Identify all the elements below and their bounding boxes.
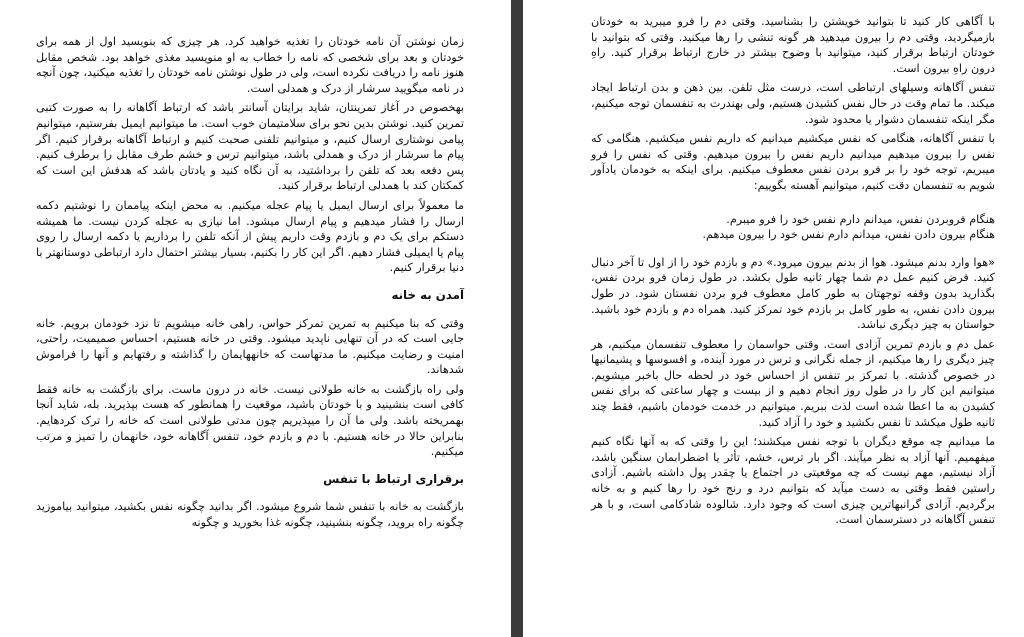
left-page [0, 0, 511, 637]
paragraph: با تنفس آگاهانه، هنگامی که نفس میکشیم میدانیم که داریم نفس میکشیم. هنگامی که نفس را بیرون میدهیم میدانیم داریم نفس را بیرون میدهیم. وقتی که نفس را فرو میبریم، توجه خود را بر فرو بردن نفس معطوف میکنیم. برای اینکه به خودمان یادآور شویم به تنفسمان دقت کنیم، میتوانیم آهسته بگوییم: [591, 132, 995, 192]
paragraph: وقتی که بنا میکنیم به تمرین تمرکز حواس، راهی خانه میشویم تا نزد خودمان برویم. خانه جایی است که در آن تنهایی ناپدید میشود. وقتی در خانه هستیم، احساس صمیمیت، راحتی، امنیت و رضایت میکنیم. ما مدتهاست که خانههایمان را گذاشته و رفتهایم و آنها را فراموش شدهاند. [36, 316, 464, 377]
left-page-text [36, 34, 464, 535]
mantra-line: هنگام بیرون دادن نفس، میدانم دارم نفس خود را بیرون میدهم. [702, 228, 995, 242]
paragraph: ما میدانیم چه موقع دیگران با توجه نفس میکشند؛ این را وقتی که به آنها نگاه کنیم میفهمیم. آنها آزاد به نظر میآیند. اگر بار ترس، خشم، تأثر یا اضطرابمان سنگین باشد، آزاد نیستیم، مهم نیست که چه موقعیتی در اجتماع یا چقدر پول داشته باشیم. آزادی راستین فقط وقتی به دست میآید که بتوانیم درد و رنج خود را رها کنیم و به خانه برگردیم. آزادی گرانبهاترین چیزی است که وجود دارد. شالوده شادکامی است، و با هر تنفس آگاهانه در دسترسمان است. [591, 435, 995, 527]
paragraph: «هوا وارد بدنم میشود. هوا از بدنم بیرون میرود.» دم و بازدم خود را از اول تا آخر دنبال کنید. فرض کنیم عمل دم شما چهار ثانیه طول بکشد. در طول زمان فرو بردن نفس، بگذارید بدون وقفه توجهتان به طور کامل معطوف فرو بردن نفستان شود. در طول بیرون دادن نفس، به طور کامل بر بازدم خود تمرکز کنید. همراه دم و بازدم خود باشید. حواستان به چیز دیگری نباشد. [591, 255, 995, 332]
paragraph: ولی راه بازگشت به خانه طولانی نیست. خانه در درون ماست. برای بازگشت به خانه فقط کافی است بنشینید و با خودتان باشید، موقعیت را همانطور که هست بپذیرید. بله، شاید آنجا بهمریخته باشد. ولی ما آن را میپذیریم چون مدتی طولانی است که خانه را ترک کردهایم. بنابراین حالا در خانه هستیم. با دم و بازدم خود، تنفس آگاهانه خود، خانهمان را تمیز و مرتب میکنیم. [36, 382, 464, 459]
section-heading-connection-with-breath: برقراری ارتباط با تنفس [323, 471, 464, 486]
spacer [591, 198, 995, 212]
paragraph: عمل دم و بازدم تمرین آزادی است. وقتی حواسمان را معطوف تنفسمان میکنیم، هر چیز دیگری را رها میکنیم، از جمله نگرانی و ترس در مورد آینده، و افسوسها و پشیمانیها در خصوص گذشته. با تمرکز بر تنفس از احساس خود در لحظه حال باخبر میشویم. میتوانیم این کار را در طول روز انجام دهیم و از بیست و چهار ساعتی که برای نفس کشیدن به ما اعطا شده است لذت ببریم. میتوانیم در خدمت خودمان باشیم، فقط چند ثانیه طول میکشد تا نفس بکشید و خود را آزاد کنید. [591, 337, 995, 429]
section-heading-coming-home: آمدن به خانه [391, 287, 464, 302]
paragraph: زمان نوشتن آن نامه خودتان را تغذیه خواهید کرد. هر چیزی که بنویسید اول از همه برای خودتان و بعد برای شخصی که نامه را خطاب به او منویسید مغذی خواهد بود. شخص مقابل هنوز نامه را دریافت نکرده است، ولی در طول نوشتن نامه خودتان را تغذیه میکنید، چون آنچه در نامه میگویید سرشار از درک و همدلی است. [36, 35, 464, 95]
right-page [523, 0, 1024, 637]
right-page-text [591, 14, 995, 532]
paragraph: با آگاهی کار کنید تا بتوانید خویشتن را بشناسید. وقتی دم را فرو میبرید به خودتان بازمیگردید، وقتی دم را بیرون میدهید هر گونه تنشی را رها میکنید. وقتی که بتوانید با خودتان ارتباط برقرار کنید، میتوانید با وضوح بیشتر در خارج ارتباط برقرار کنید. راهِ درون راهِ بیرون است. [591, 15, 995, 75]
mantra-line: هنگام فروبردن نفس، میدانم دارم نفس خود را فرو میبرم. [726, 212, 995, 226]
page-gutter [511, 0, 523, 637]
paragraph: تنفس آگاهانه وسیلهای ارتباطی است، درست مثل تلفن. بین ذهن و بدن ارتباط ایجاد میکند. ما تمام وقت در حال نفس کشیدن هستیم، ولی بهندرت به تنفسمان توجه میکنیم، مگر اینکه تنفسمان دشوار یا محدود شود. [591, 81, 995, 126]
paragraph: بهخصوص در آغاز تمرینتان، شاید برایتان آسانتر باشد که ارتباط آگاهانه را به صورت کتبی تمرین کنید. نوشتن بدین نحو برای سلامتیمان خوب است. ما میتوانیم ایمیل بفرستیم، میتوانیم پیامی نوشتاری ارسال کنیم، و میتوانیم تلفنی صحبت کنیم و ارتباط آگاهانه برقرار کنیم. اگر پیام ما سرشار از درک و همدلی باشد، میتوانیم ترس و خشم طرف مقابل را برطرف کنیم. پس دفعه بعد که تلفن را برداشتید، به آن نگاه کنید و یادتان باشد که هدفش این است که کمکتان کند با همدلی ارتباط برقرار کنید. [36, 101, 464, 193]
paragraph: ما معمولاً برای ارسال ایمیل یا پیام عجله میکنیم. به محض اینکه پیاممان را نوشتیم دکمه ارسال را فشار میدهیم و پیام ارسال میشود. اما نیازی به عجله کردن نیست. ما همیشه دستکم برای یک دم و بازدم وقت داریم پیش از آنکه تلفن را برداریم یا دکمه ارسال را روی پیام یا ایمیلی فشار دهیم. اگر این کار را بکنیم، بسیار بیشتر احتمال دارد ارتباطی دوستانهتر با دنیا برقرار کنیم. [36, 198, 464, 275]
paragraph: بازگشت به خانه با تنفس شما شروع میشود. اگر بدانید چگونه نفس بکشید، میتوانید بیاموزید چگونه راه بروید، چگونه بنشینید، چگونه غذا بخورید و چگونه [36, 500, 464, 530]
